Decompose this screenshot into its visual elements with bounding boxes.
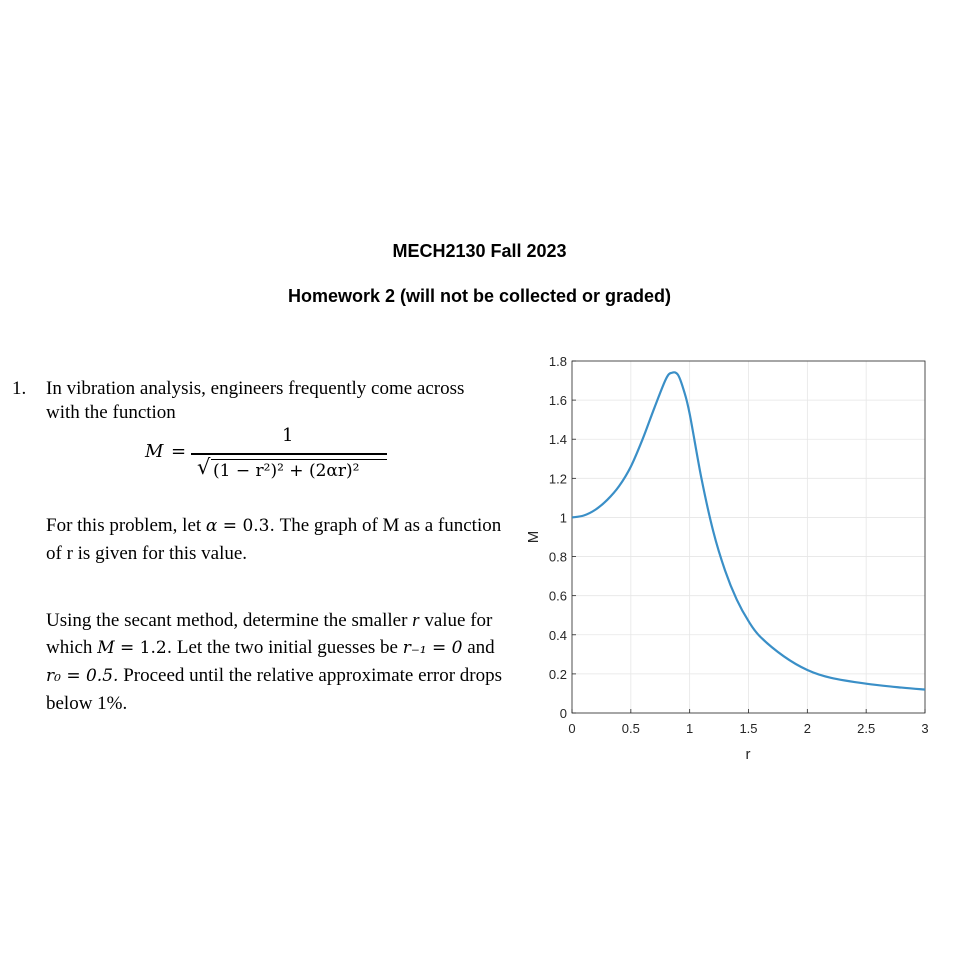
ticks xyxy=(549,354,929,736)
question-number: 1. xyxy=(12,378,27,399)
x-tick-label: 1.5 xyxy=(739,721,758,736)
y-tick-label: 1.6 xyxy=(548,393,567,409)
y-tick-label: 0.4 xyxy=(548,627,567,643)
y-tick-label: 0.2 xyxy=(548,666,567,682)
task-r: r xyxy=(412,610,420,631)
course-title: MECH2130 Fall 2023 xyxy=(392,241,567,261)
task-and: and xyxy=(462,637,495,658)
task-paragraph xyxy=(46,607,506,717)
alpha-text-post: The graph of M as a function of r is given for this value. xyxy=(46,515,502,564)
x-tick-label: 1 xyxy=(686,721,694,736)
series-line xyxy=(572,372,925,689)
y-tick-label: 1.4 xyxy=(548,432,567,448)
y-tick-label: 0 xyxy=(559,706,567,721)
guess2: r₀ = 0.5. xyxy=(46,666,119,686)
guess1: r₋₁ = 0 xyxy=(402,638,463,658)
task-pre: Using the secant method, determine the smaller xyxy=(46,610,413,631)
formula-equals: = xyxy=(171,441,187,462)
y-tick-label: 0.6 xyxy=(548,588,567,604)
grid xyxy=(572,361,925,713)
y-tick-label: 0.8 xyxy=(548,549,567,565)
alpha-paragraph xyxy=(46,512,506,567)
plot-frame xyxy=(572,361,925,713)
task-M: M xyxy=(97,638,115,658)
task-mid2: Let the two initial guesses be xyxy=(172,637,403,658)
formula xyxy=(145,425,395,495)
x-tick-label: 3 xyxy=(921,721,929,736)
y-axis-label: M xyxy=(525,530,542,544)
x-tick-label: 2 xyxy=(803,721,811,736)
x-tick-label: 0.5 xyxy=(621,721,640,736)
formula-lhs: M xyxy=(145,441,164,462)
homework-title: Homework 2 (will not be collected or graded) xyxy=(287,286,672,306)
sqrt-icon: √ xyxy=(197,455,211,479)
fraction-bar xyxy=(191,453,387,455)
task-val: = 1.2. xyxy=(114,638,173,658)
x-axis-label: r xyxy=(745,746,751,763)
alpha-symbol: α xyxy=(205,516,218,536)
y-tick-label: 1.8 xyxy=(548,354,567,369)
formula-numerator: 1 xyxy=(282,425,294,446)
alpha-text-pre: For this problem, let xyxy=(46,515,206,536)
y-tick-label: 1 xyxy=(559,510,567,526)
problem-intro: In vibration analysis, engineers frequently come across with the function xyxy=(46,378,465,423)
alpha-value: = 0.3. xyxy=(217,516,275,536)
formula-denominator: (1 − r²)² + (2αr)² xyxy=(213,461,360,481)
task-mid1: value for which xyxy=(46,610,493,658)
task-end: Proceed until the relative approximate error drops below 1%. xyxy=(46,665,502,714)
x-tick-label: 2.5 xyxy=(857,721,876,736)
y-tick-label: 1.2 xyxy=(548,471,567,487)
x-tick-label: 0 xyxy=(568,721,576,736)
